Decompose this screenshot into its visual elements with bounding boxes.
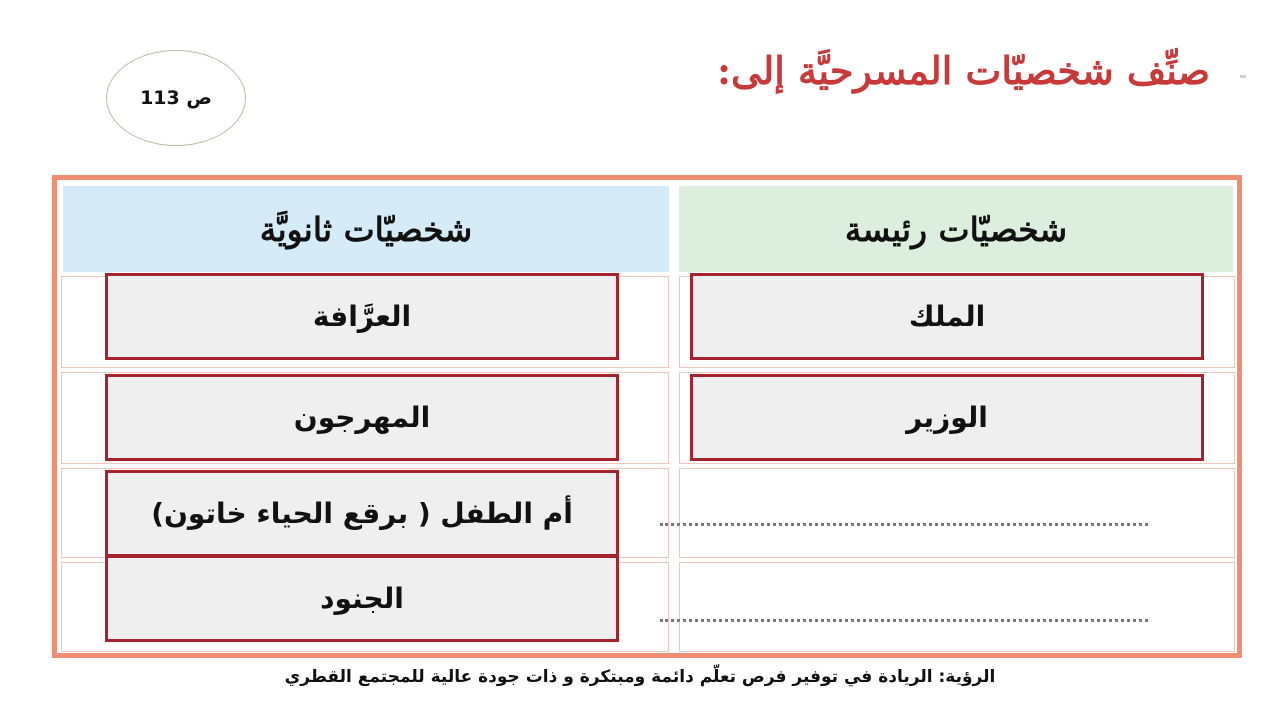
answer-blank-line	[660, 592, 1148, 622]
secondary-character-box: أم الطفل ( برقع الحياء خاتون)	[105, 470, 619, 557]
main-characters-header: شخصيّات رئيسة	[679, 186, 1233, 272]
vision-footer: الرؤية: الريادة في توفير فرص تعلّم دائمة ومبتكرة و ذات جودة عالية للمجتمع القطري	[284, 667, 996, 687]
secondary-character-box: المهرجون	[105, 374, 619, 461]
dash-mark-icon	[1240, 75, 1246, 78]
main-character-box: الملك	[690, 273, 1204, 360]
secondary-characters-header: شخصيّات ثانويَّة	[63, 186, 669, 272]
secondary-character-box: الجنود	[105, 555, 619, 642]
exercise-title: صنِّف شخصيّات المسرحيَّة إلى:	[716, 48, 1210, 93]
secondary-character-box: العرَّافة	[105, 273, 619, 360]
main-character-box: الوزير	[690, 374, 1204, 461]
answer-blank-line	[660, 496, 1148, 526]
page-number-badge: ص 113	[106, 50, 246, 146]
